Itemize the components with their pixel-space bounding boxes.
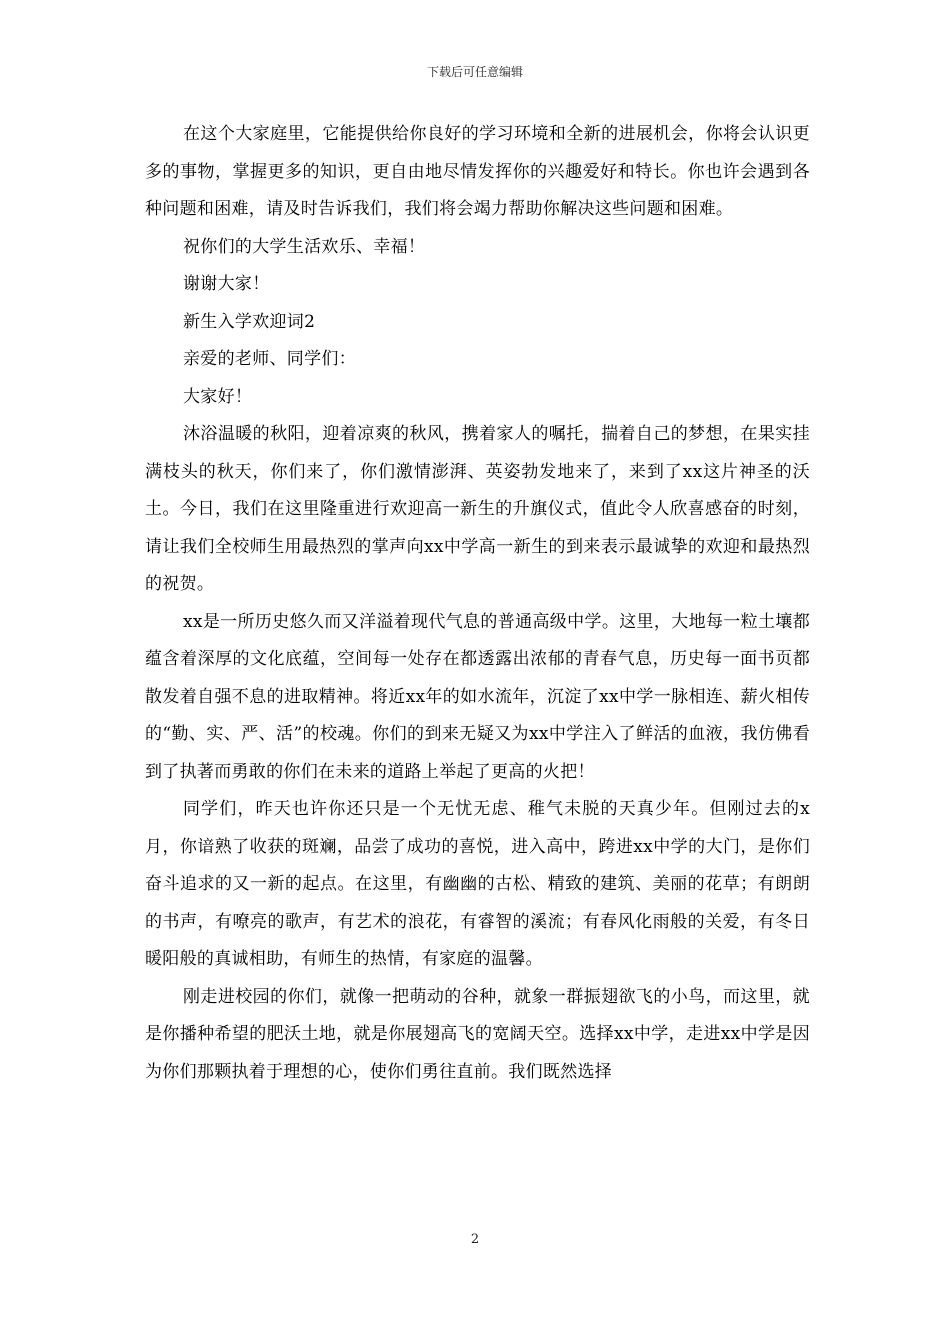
section-title: 新生入学欢迎词2 — [183, 311, 316, 332]
page-number: 2 — [470, 1232, 480, 1247]
paragraph-wish: 祝你们的大学生活欢乐、幸福！ — [183, 236, 426, 257]
document-body — [145, 116, 810, 1091]
paragraph-students: 同学们，昨天也许你还只是一个无忧无虑、稚气未脱的天真少年。但刚过去的x月，你谙熟了收获的斑斓，品尝了成功的喜悦，进入高中，跨进xx中学的大门，是你们奋斗追求的又一新的起点。在这里，有幽幽的古松、精致的建筑、美丽的花草；有朗朗的书声，有嘹亮的歌声，有艺术的浪花，有睿智的溪流；有春风化雨般的关爱，有冬日暖阳般的真诚相助，有师生的热情，有家庭的温馨。 — [145, 799, 810, 969]
paragraph-campus: 刚走进校园的你们，就像一把萌动的谷种，就象一群振翅欲飞的小鸟，而这里，就是你播种希望的肥沃土地，就是你展翅高飞的宽阔天空。选择xx中学，走进xx中学是因为你们那颗执着于理想的心，使你们勇往直前。我们既然选择 — [145, 986, 810, 1082]
page-header: 下载后可任意编辑 — [426, 65, 523, 79]
paragraph-school-history: xx是一所历史悠久而又洋溢着现代气息的普通高级中学。这里，大地每一粒土壤都蕴含着深厚的文化底蕴，空间每一处存在都透露出浓郁的青春气息，历史每一面书页都散发着自强不息的进取精神。将近xx年的如水流年，沉淀了xx中学一脉相连、薪火相传的“勤、实、严、活”的校魂。你们的到来无疑又为xx中学注入了鲜活的血液，我仿佛看到了执著而勇敢的你们在未来的道路上举起了更高的火把！ — [145, 611, 810, 782]
greeting: 大家好！ — [183, 386, 253, 407]
salutation: 亲爱的老师、同学们： — [183, 349, 356, 369]
paragraph-intro: 在这个大家庭里，它能提供给你良好的学习环境和全新的进展机会，你将会认识更多的事物，掌握更多的知识，更自由地尽情发挥你的兴趣爱好和特长。你也许会遇到各种问题和困难，请及时告诉我们，我们将会竭力帮助你解决这些问题和困难。 — [145, 124, 810, 219]
paragraph-autumn: 沐浴温暖的秋阳，迎着凉爽的秋风，携着家人的嘱托，揣着自己的梦想，在果实挂满枝头的秋天，你们来了，你们激情澎湃、英姿勃发地来了，来到了xx这片神圣的沃土。今日，我们在这里隆重进行欢迎高一新生的升旗仪式，值此令人欣喜感奋的时刻，请让我们全校师生用最热烈的掌声向xx中学高一新生的到来表示最诚挚的欢迎和最热烈的祝贺。 — [145, 424, 810, 594]
paragraph-thanks: 谢谢大家！ — [183, 274, 270, 294]
